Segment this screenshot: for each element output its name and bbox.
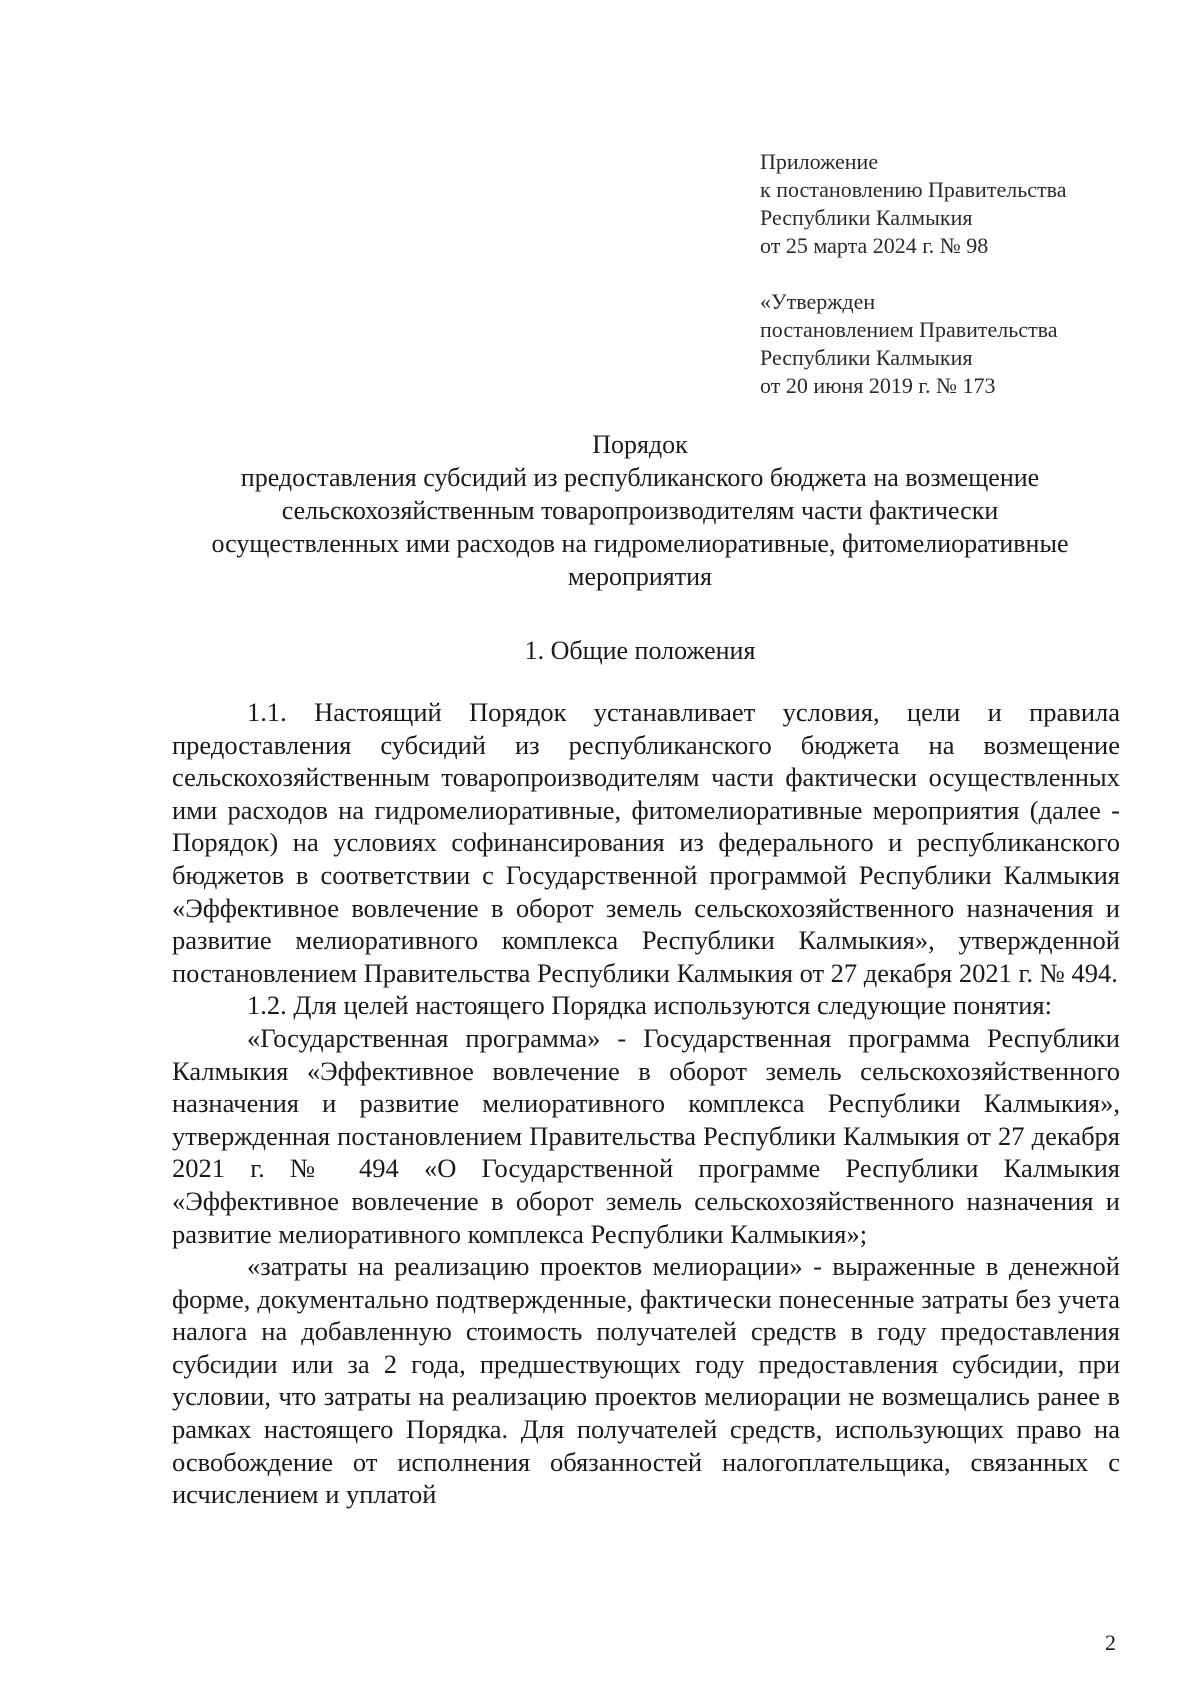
title-line-2: предоставления субсидий из республиканского бюджета на возмещение bbox=[240, 463, 1040, 492]
definition-project-costs: «затраты на реализацию проектов мелиорации» - выраженные в денежной форме, документально подтвержденные, фактически понесенные затраты без учета налога на добавленную стоимость получателей средств в году предоставления субсидии или за 2 года, предшествующих году предоставления субсидии, при условии, что затраты на реализацию проектов мелиорации не возмещались ранее в рамках настоящего Порядка. Для получателей средств, использующих право на освобождение от исполнения обязанностей налогоплательщика, связанных с исчислением и уплатой bbox=[172, 1251, 1120, 1510]
approval-line-1: «Утвержден bbox=[760, 289, 876, 314]
appendix-line-3: Республики Калмыкия bbox=[760, 205, 973, 230]
section-heading: 1. Общие положения bbox=[524, 636, 756, 665]
appendix-header bbox=[760, 148, 1066, 260]
page-number: 2 bbox=[1105, 1630, 1116, 1655]
paragraph-1-2: 1.2. Для целей настоящего Порядка используются следующие понятия: bbox=[247, 990, 1052, 1021]
title-line-3: сельскохозяйственным товаропроизводителям части фактически bbox=[281, 496, 999, 525]
appendix-line-4: от 25 марта 2024 г. № 98 bbox=[760, 233, 989, 258]
document-title bbox=[160, 428, 1120, 593]
appendix-line-2: к постановлению Правительства bbox=[760, 177, 1067, 202]
definition-state-program: «Государственная программа» - Государственная программа Республики Калмыкия «Эффективное вовлечение в оборот земель сельскохозяйственного назначения и развитие мелиоративного комплекса Республики Калмыкия», утвержденная постановлением Правительства Республики Калмыкия от 27 декабря 2021 г. № 494 «О Государственной программе Республики Калмыкия «Эффективное вовлечение в оборот земель сельскохозяйственного назначения и развитие мелиоративного комплекса Республики Калмыкия»; bbox=[172, 1022, 1120, 1249]
approval-line-4: от 20 июня 2019 г. № 173 bbox=[760, 373, 996, 398]
appendix-line-1: Приложение bbox=[760, 149, 879, 174]
approval-line-2: постановлением Правительства bbox=[760, 317, 1058, 342]
body-text bbox=[172, 696, 1120, 1511]
title-line-5: мероприятия bbox=[567, 562, 712, 591]
approval-line-3: Республики Калмыкия bbox=[760, 345, 973, 370]
approval-header bbox=[760, 288, 1058, 400]
title-line-4: осуществленных ими расходов на гидромелиоративные, фитомелиоративные bbox=[211, 529, 1069, 558]
paragraph-1-1: 1.1. Настоящий Порядок устанавливает условия, цели и правила предоставления субсидий из республиканского бюджета на возмещение сельскохозяйственным товаропроизводителям части фактически осуществленных ими расходов на гидромелиоративные, фитомелиоративные мероприятия (далее - Порядок) на условиях софинансирования из федерального и республиканского бюджетов в соответствии с Государственной программой Республики Калмыкия «Эффективное вовлечение в оборот земель сельскохозяйственного назначения и развитие мелиоративного комплекса Республики Калмыкия», утвержденной постановлением Правительства Республики Калмыкия от 27 декабря 2021 г. № 494. bbox=[172, 697, 1120, 988]
title-line-1: Порядок bbox=[592, 430, 688, 459]
